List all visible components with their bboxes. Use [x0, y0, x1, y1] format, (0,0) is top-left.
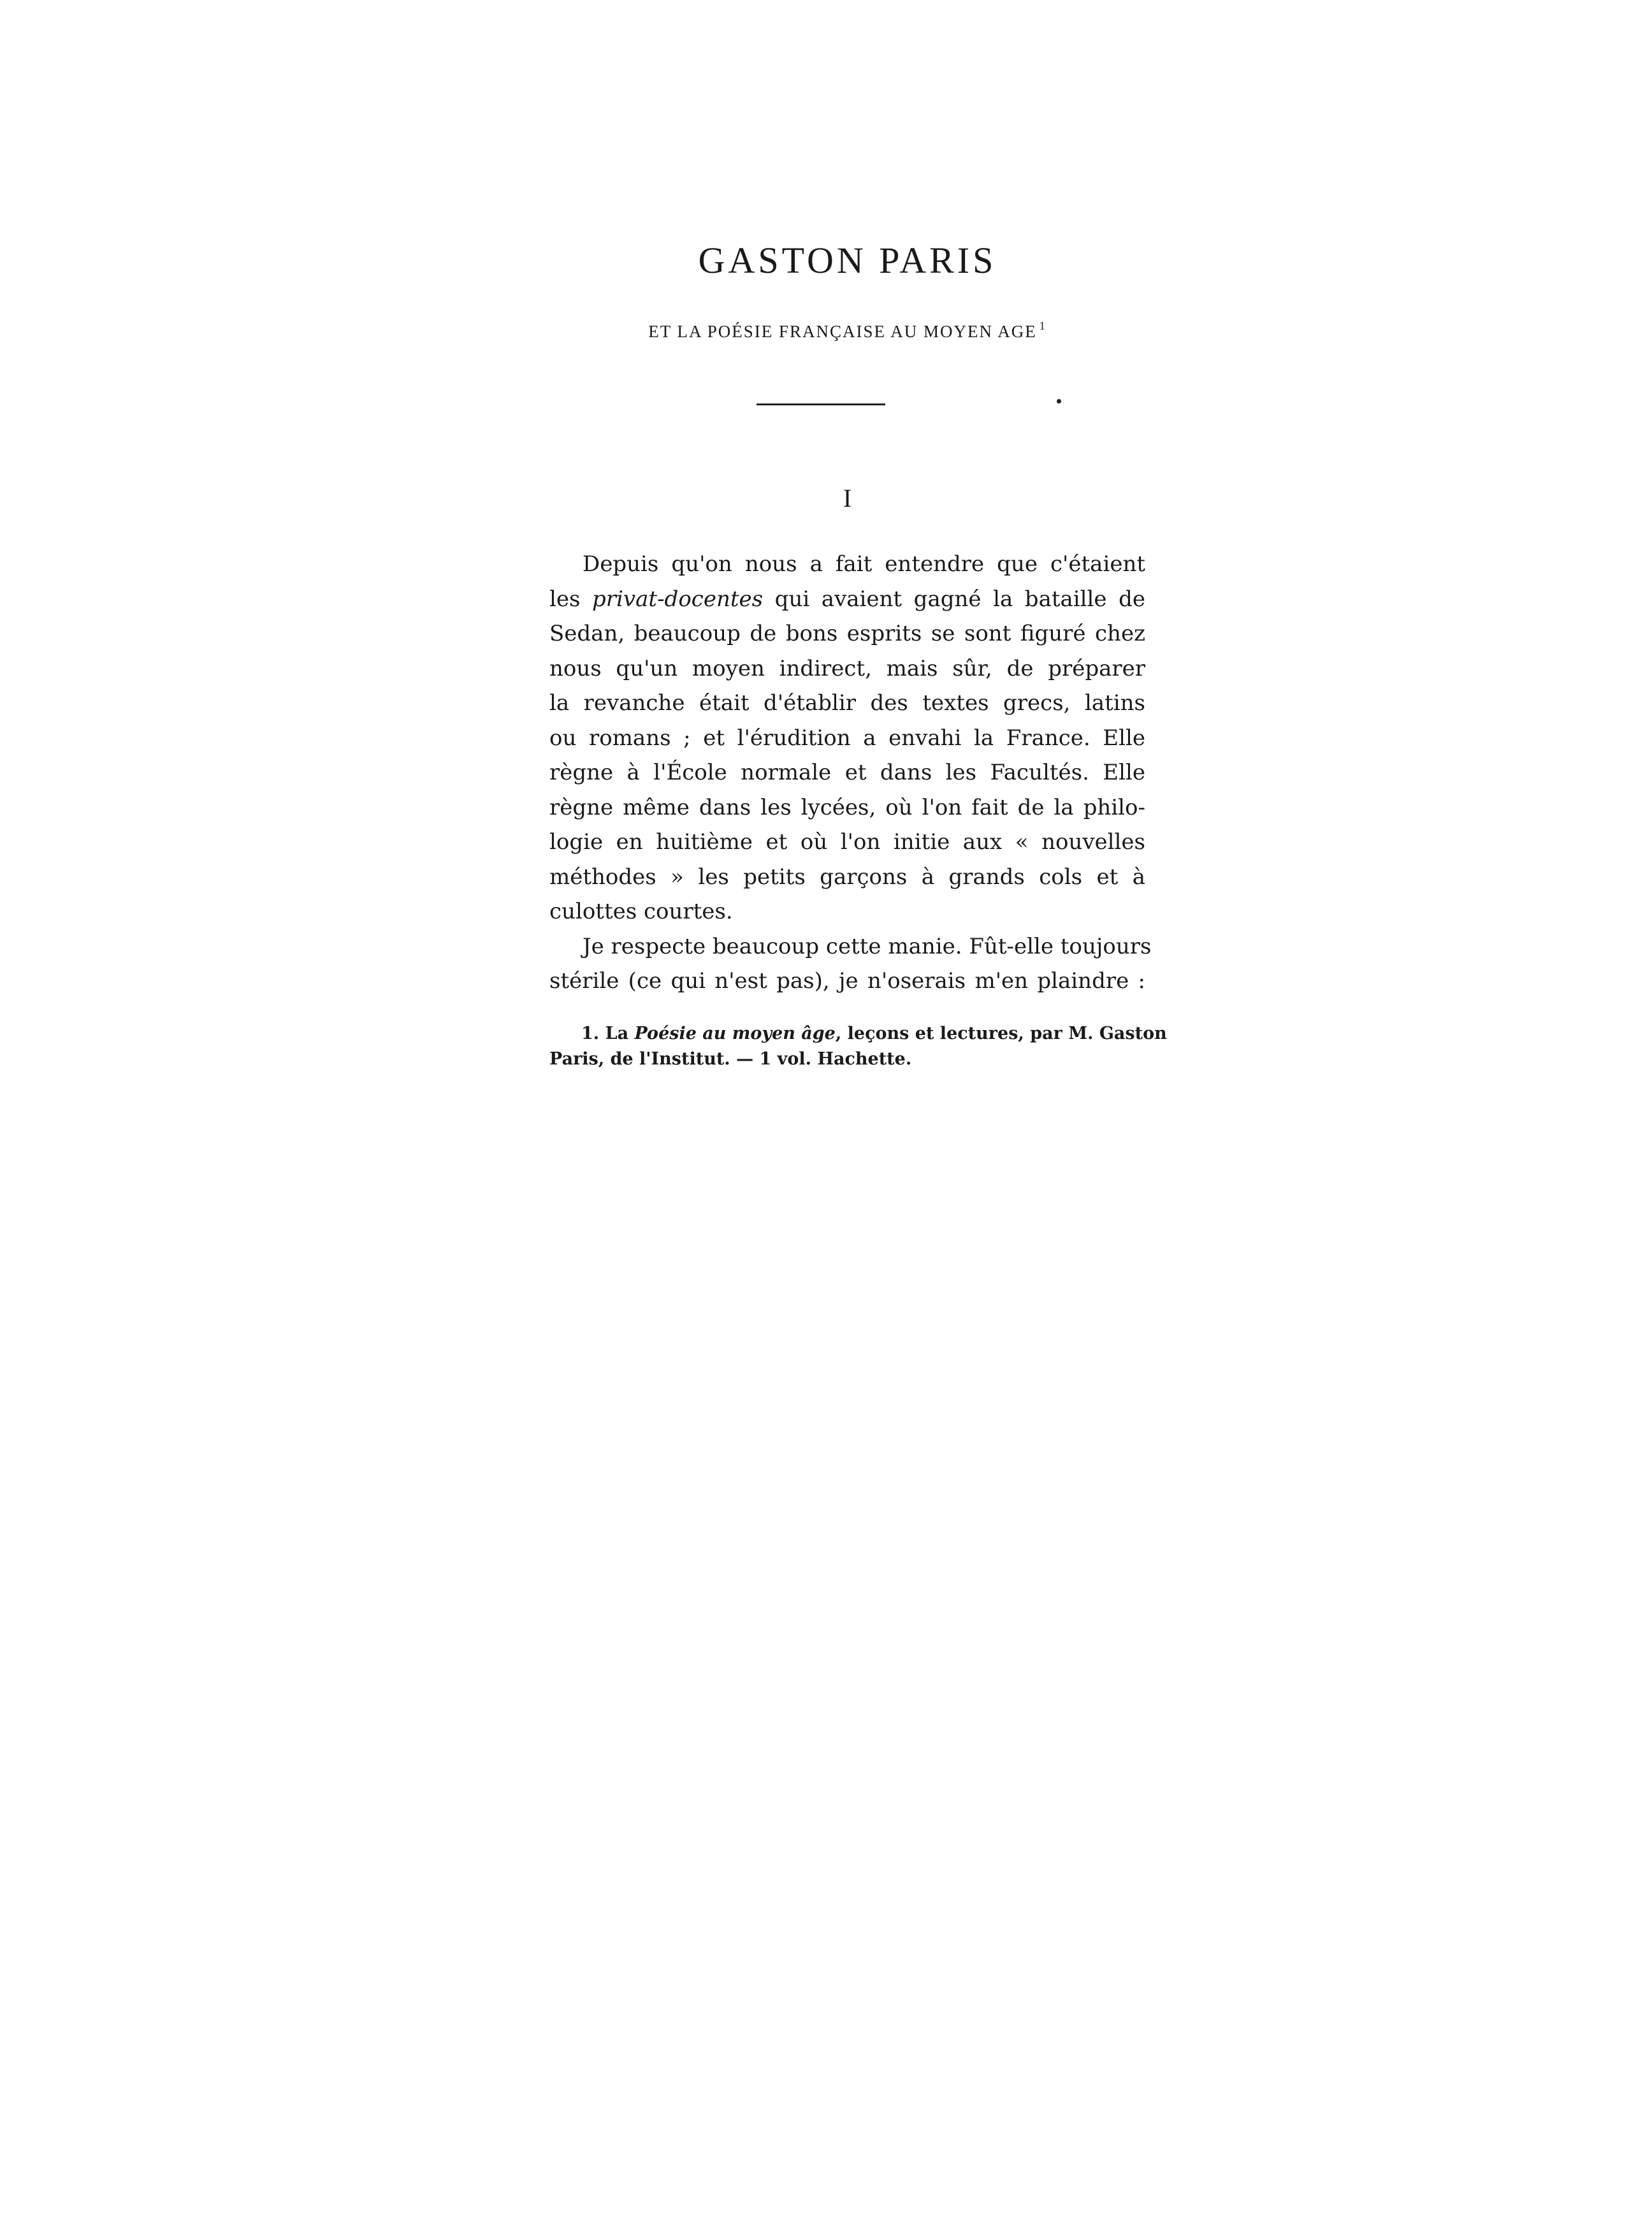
footnote-line: Paris, de l'Institut. — 1 vol. Hachette.: [549, 1049, 912, 1069]
text-line: la revanche était d'établir des textes grecs, latins: [549, 690, 1145, 716]
chapter-title: GASTON PARIS: [698, 240, 997, 281]
text-line: règne à l'École normale et dans les Facultés. Elle: [549, 760, 1145, 785]
footnote-text: , leçons et lectures, par M. Gaston: [835, 1024, 1167, 1043]
text-line: Je respecte beaucoup cette manie. Fût-elle toujours: [583, 933, 1152, 959]
footnote-text: La: [605, 1024, 635, 1043]
footnote-reference: 1: [1039, 319, 1047, 332]
section-divider: [757, 403, 885, 405]
ink-dot: [1057, 399, 1061, 403]
text-segment: les: [549, 586, 593, 612]
text-line: Depuis qu'on nous a fait entendre que c'étaient: [583, 551, 1145, 577]
text-line: nous qu'un moyen indirect, mais sûr, de préparer: [549, 655, 1145, 681]
footnote-book-title: Poésie au moyen âge: [634, 1024, 836, 1043]
text-line: culottes courtes.: [549, 899, 733, 924]
section-number: I: [843, 484, 852, 512]
text-line: [549, 582, 1145, 617]
text-line: Sedan, beaucoup de bons esprits se sont figuré chez: [549, 621, 1145, 646]
body-text: [549, 547, 1152, 999]
text-line: stérile (ce qui n'est pas), je n'oserais m'en plaindre :: [549, 968, 1145, 994]
text-segment: qui avaient gagné la bataille de: [763, 586, 1145, 612]
footnote-line: [549, 1021, 1167, 1047]
text-line: logie en huitième et où l'on initie aux « nouvelles: [549, 829, 1145, 855]
italic-term: privat-docentes: [592, 586, 764, 612]
footnote: [549, 1021, 1167, 1072]
chapter-subtitle-text: ET LA POÉSIE FRANÇAISE AU MOYEN AGE: [648, 322, 1037, 341]
footnote-number: 1.: [581, 1024, 600, 1043]
text-line: règne même dans les lycées, où l'on fait de la philo-: [549, 794, 1145, 820]
text-line: ou romans ; et l'érudition a envahi la France. Elle: [549, 725, 1145, 751]
text-line: méthodes » les petits garçons à grands cols et à: [549, 864, 1145, 890]
chapter-subtitle: [549, 320, 1145, 340]
